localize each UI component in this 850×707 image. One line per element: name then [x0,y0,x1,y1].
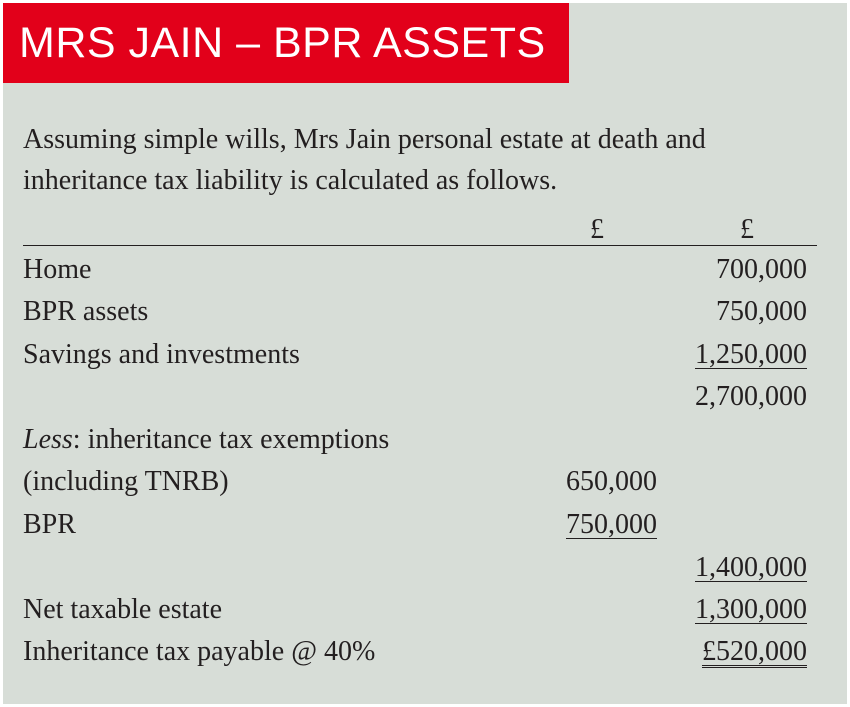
page-title: MRS JAIN – BPR ASSETS [19,18,546,67]
deductions-total-row [23,548,817,588]
row-value-col2: 700,000 [716,254,807,285]
row-value-col1: 650,000 [566,466,657,497]
subtotal-value: 2,700,000 [695,381,807,412]
row-label: BPR assets [23,296,149,327]
subtotal-row [23,377,817,417]
table-row [23,505,817,545]
row-label: Home [23,254,92,285]
row-value-col1: 750,000 [566,509,657,540]
table-row [23,420,817,460]
tax-payable-row [23,632,817,672]
intro-paragraph: Assuming simple wills, Mrs Jain personal estate at death and inheritance tax liability is calculated as follows. [23,124,706,196]
row-value-col2: 750,000 [716,296,807,327]
table-row [23,462,817,502]
table-row [23,590,817,630]
currency-header-col1: £ [590,214,604,245]
row-label: Savings and investments [23,339,300,370]
table-row [23,250,817,290]
title-banner [3,3,569,83]
header-divider [23,245,817,246]
less-label: Less [23,424,73,455]
row-label: BPR [23,509,76,540]
row-label: Inheritance tax payable @ 40% [23,636,376,667]
deductions-total-value: 1,400,000 [695,552,807,583]
tax-payable-value: £520,000 [702,636,807,667]
exemptions-label: : inheritance tax exemptions [72,424,390,455]
table-row [23,335,817,375]
currency-header-row [23,210,817,250]
currency-header-col2: £ [740,214,754,245]
row-label: (including TNRB) [23,466,229,497]
row-value-col2: 1,300,000 [695,594,807,625]
table-row [23,292,817,332]
row-value-col2: 1,250,000 [695,339,807,370]
calculation-panel [3,3,847,704]
row-label: Net taxable estate [23,594,223,625]
row-label [23,420,389,460]
